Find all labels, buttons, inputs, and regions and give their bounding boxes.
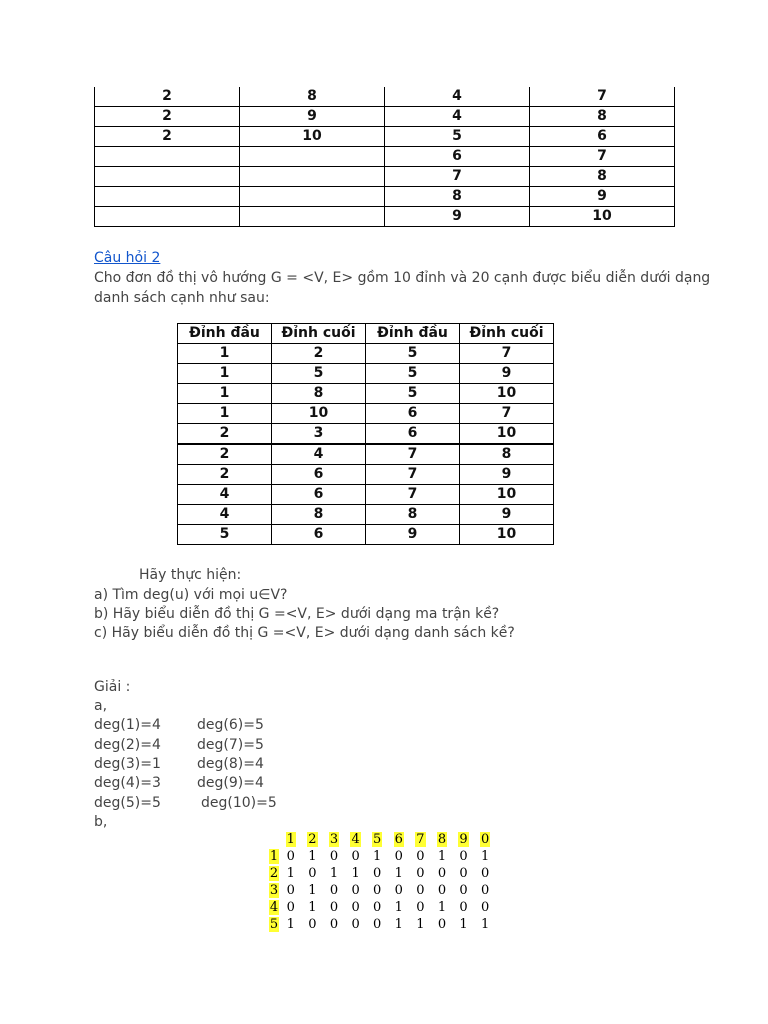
top-table-cell: 9 [240,107,385,127]
solution-title: Giải : [94,679,131,695]
edge-table-cell: 7 [366,444,460,465]
matrix-cell: 0 [437,883,447,898]
deg-1: deg(1)=4 [94,717,161,733]
deg-9: deg(9)=4 [197,775,264,791]
edge-table-cell: 9 [460,465,554,485]
matrix-row-header-label: 4 [269,900,279,915]
edge-table-header-row [178,324,554,344]
top-table-cell: 8 [385,187,530,207]
top-table-cell: 2 [95,107,240,127]
matrix-col-header [431,831,453,848]
edge-table-row [178,344,554,364]
matrix-cell: 0 [373,917,382,932]
matrix-col-header-label: 9 [459,832,468,847]
edge-table-cell: 10 [272,404,366,424]
matrix-row [268,848,496,865]
top-table-row [95,147,675,167]
matrix-cell: 0 [308,866,317,881]
matrix-cell: 0 [351,900,360,915]
edge-table-cell: 8 [460,444,554,465]
header-start-vertex-1: Đỉnh đầu [178,324,272,344]
edge-table-row [178,384,554,404]
top-table-cell [95,187,240,207]
task-b: b) Hãy biểu diễn đồ thị G =<V, E> dưới dạng ma trận kề? [94,606,500,622]
matrix-col-header [474,831,496,848]
edge-table-cell: 5 [366,364,460,384]
edge-table-cell: 9 [366,525,460,545]
edge-table-row [178,364,554,384]
solution-part-b: b, [94,814,108,830]
edge-table-cell: 7 [460,344,554,364]
edge-table-cell: 4 [178,485,272,505]
top-table-row [95,187,675,207]
matrix-cell: 1 [416,917,425,932]
top-table-cell [240,187,385,207]
matrix-cell: 1 [308,849,317,864]
top-table-cell: 7 [530,87,675,107]
matrix-cell: 0 [481,900,490,915]
matrix-cell: 0 [481,866,490,881]
edge-table-cell: 1 [178,384,272,404]
header-start-vertex-2: Đỉnh đầu [366,324,460,344]
edge-table-cell: 6 [366,424,460,445]
edge-table-row [178,485,554,505]
edge-table-cell: 9 [460,364,554,384]
edge-table-cell: 5 [178,525,272,545]
top-table-cell [240,147,385,167]
top-table-cell: 4 [385,107,530,127]
tasks-intro: Hãy thực hiện: [139,567,242,583]
matrix-row-header-label: 1 [269,849,279,864]
matrix-col-header [366,831,388,848]
edge-table-row [178,465,554,485]
top-table-cell: 7 [385,167,530,187]
matrix-col-header-label: 5 [373,832,382,847]
top-table-cell [95,147,240,167]
top-table-cell [95,207,240,227]
top-table-cell: 6 [385,147,530,167]
matrix-cell: 0 [286,883,295,898]
matrix-cell: 0 [459,849,468,864]
matrix-cell: 1 [286,866,295,881]
matrix-cell: 0 [459,883,468,898]
deg-6: deg(6)=5 [197,717,264,733]
matrix-row [268,865,496,882]
edge-table-cell: 5 [272,364,366,384]
matrix-col-header [453,831,475,848]
matrix-cell: 0 [329,900,339,915]
edge-table-body [178,344,554,545]
header-end-vertex-2: Đỉnh cuối [460,324,554,344]
edge-table-row [178,424,554,445]
matrix-cell: 0 [329,917,339,932]
matrix-cell: 0 [416,866,425,881]
matrix-cell: 0 [308,917,317,932]
matrix-col-header-label: 1 [286,832,295,847]
question-text-line-2: danh sách cạnh như sau: [94,290,270,306]
matrix-cell: 0 [416,849,425,864]
matrix-cell: 1 [286,917,295,932]
deg-8: deg(8)=4 [197,756,264,772]
matrix-row-header [268,882,280,899]
matrix-cell: 1 [437,849,447,864]
matrix-col-header-label: 3 [329,832,339,847]
matrix-row [268,899,496,916]
edge-table-cell: 3 [272,424,366,445]
matrix-row [268,882,496,899]
top-table-cell: 8 [530,167,675,187]
matrix-cell: 0 [329,849,339,864]
edge-table-cell: 1 [178,344,272,364]
edge-table-cell: 2 [178,465,272,485]
top-table-cell: 6 [530,127,675,147]
matrix-cell: 1 [373,849,382,864]
matrix-col-header [302,831,324,848]
matrix-cell: 0 [329,883,339,898]
top-table-cell: 9 [530,187,675,207]
deg-3: deg(3)=1 [94,756,161,772]
deg-10: deg(10)=5 [201,795,277,811]
edge-table-cell: 8 [272,384,366,404]
matrix-cell: 1 [308,883,317,898]
matrix-cell: 1 [329,866,339,881]
edge-table-cell: 1 [178,364,272,384]
edge-table-row [178,444,554,465]
edge-table-cell: 6 [272,465,366,485]
matrix-cell: 0 [351,849,360,864]
matrix-col-header-label: 6 [394,832,403,847]
matrix-corner-cell [268,831,280,848]
top-table-row [95,87,675,107]
matrix-cell: 0 [373,900,382,915]
deg-7: deg(7)=5 [197,737,264,753]
top-table-cell: 2 [95,87,240,107]
matrix-col-header-label: 7 [416,832,425,847]
matrix-cell: 0 [437,917,447,932]
matrix-cell: 0 [437,866,447,881]
matrix-row-header [268,916,280,933]
edge-table-cell: 10 [460,525,554,545]
top-table-cell: 8 [530,107,675,127]
top-table-body [95,87,675,227]
matrix-cell: 0 [459,900,468,915]
edge-list-table-continued [94,87,675,227]
edge-list-table [177,323,554,545]
top-table-cell [240,207,385,227]
deg-2: deg(2)=4 [94,737,161,753]
edge-table-row [178,505,554,525]
edge-table-cell: 4 [272,444,366,465]
top-table-row [95,107,675,127]
edge-table-cell: 2 [178,424,272,445]
edge-table-cell: 5 [366,344,460,364]
matrix-cell: 1 [459,917,468,932]
matrix-col-header [280,831,302,848]
matrix-cell: 1 [308,900,317,915]
question-text-line-1: Cho đơn đồ thị vô hướng G = <V, E> gồm 10 đỉnh và 20 cạnh được biểu diễn dưới dạng [94,270,711,286]
deg-4: deg(4)=3 [94,775,161,791]
matrix-cell: 1 [481,849,490,864]
matrix-row-header-label: 3 [269,883,279,898]
edge-table-cell: 6 [272,485,366,505]
matrix-row-header [268,848,280,865]
top-table-cell: 7 [530,147,675,167]
top-table-row [95,127,675,147]
matrix-cell: 0 [286,849,295,864]
matrix-col-header [388,831,410,848]
task-a: a) Tìm deg(u) với mọi u∈V? [94,587,288,603]
matrix-row-header-label: 5 [269,917,279,932]
edge-table-cell: 2 [272,344,366,364]
adjacency-matrix-body [268,831,496,933]
matrix-cell: 0 [416,900,425,915]
matrix-row-header [268,899,280,916]
edge-table-cell: 1 [178,404,272,424]
edge-table-cell: 6 [272,525,366,545]
matrix-row-header [268,865,280,882]
edge-table-cell: 10 [460,424,554,445]
top-table-cell: 10 [240,127,385,147]
matrix-cell: 0 [373,866,382,881]
edge-table-cell: 5 [366,384,460,404]
top-table-cell: 9 [385,207,530,227]
matrix-col-header-label: 8 [437,832,447,847]
matrix-cell: 1 [481,917,490,932]
edge-table-cell: 7 [366,465,460,485]
edge-table-cell: 6 [366,404,460,424]
matrix-cell: 0 [481,883,490,898]
top-table-cell [95,167,240,187]
matrix-cell: 0 [351,883,360,898]
matrix-cell: 0 [394,883,403,898]
matrix-col-header [345,831,367,848]
top-table-cell [240,167,385,187]
top-table-row [95,167,675,187]
matrix-cell: 1 [394,917,403,932]
matrix-cell: 1 [394,900,403,915]
task-c: c) Hãy biểu diễn đồ thị G =<V, E> dưới dạng danh sách kề? [94,625,515,641]
matrix-row [268,916,496,933]
top-table-cell: 2 [95,127,240,147]
edge-table-row [178,404,554,424]
edge-table-cell: 7 [366,485,460,505]
question-2-link[interactable]: Câu hỏi 2 [94,250,161,266]
matrix-row-header-label: 2 [269,866,279,881]
top-table-cell: 8 [240,87,385,107]
matrix-col-header-label: 4 [351,832,360,847]
edge-table-cell: 9 [460,505,554,525]
edge-table-cell: 7 [460,404,554,424]
adjacency-matrix [268,831,496,933]
matrix-col-header [323,831,345,848]
matrix-col-header [410,831,432,848]
matrix-cell: 0 [394,849,403,864]
matrix-cell: 0 [286,900,295,915]
matrix-cell: 1 [437,900,447,915]
edge-table-row [178,525,554,545]
matrix-cell: 0 [416,883,425,898]
matrix-col-header-label: 2 [308,832,317,847]
matrix-col-header-label: 0 [481,832,490,847]
top-table-cell: 10 [530,207,675,227]
top-table-cell: 5 [385,127,530,147]
edge-table-cell: 2 [178,444,272,465]
matrix-cell: 1 [394,866,403,881]
matrix-cell: 0 [373,883,382,898]
deg-5: deg(5)=5 [94,795,161,811]
matrix-cell: 0 [351,917,360,932]
top-table-cell: 4 [385,87,530,107]
matrix-header-row [268,831,496,848]
edge-table-cell: 10 [460,384,554,404]
matrix-cell: 0 [459,866,468,881]
edge-table-cell: 4 [178,505,272,525]
edge-table-cell: 10 [460,485,554,505]
header-end-vertex-1: Đỉnh cuối [272,324,366,344]
edge-table-cell: 8 [272,505,366,525]
edge-table-cell: 8 [366,505,460,525]
matrix-cell: 1 [351,866,360,881]
solution-part-a: a, [94,698,108,714]
top-table-row [95,207,675,227]
